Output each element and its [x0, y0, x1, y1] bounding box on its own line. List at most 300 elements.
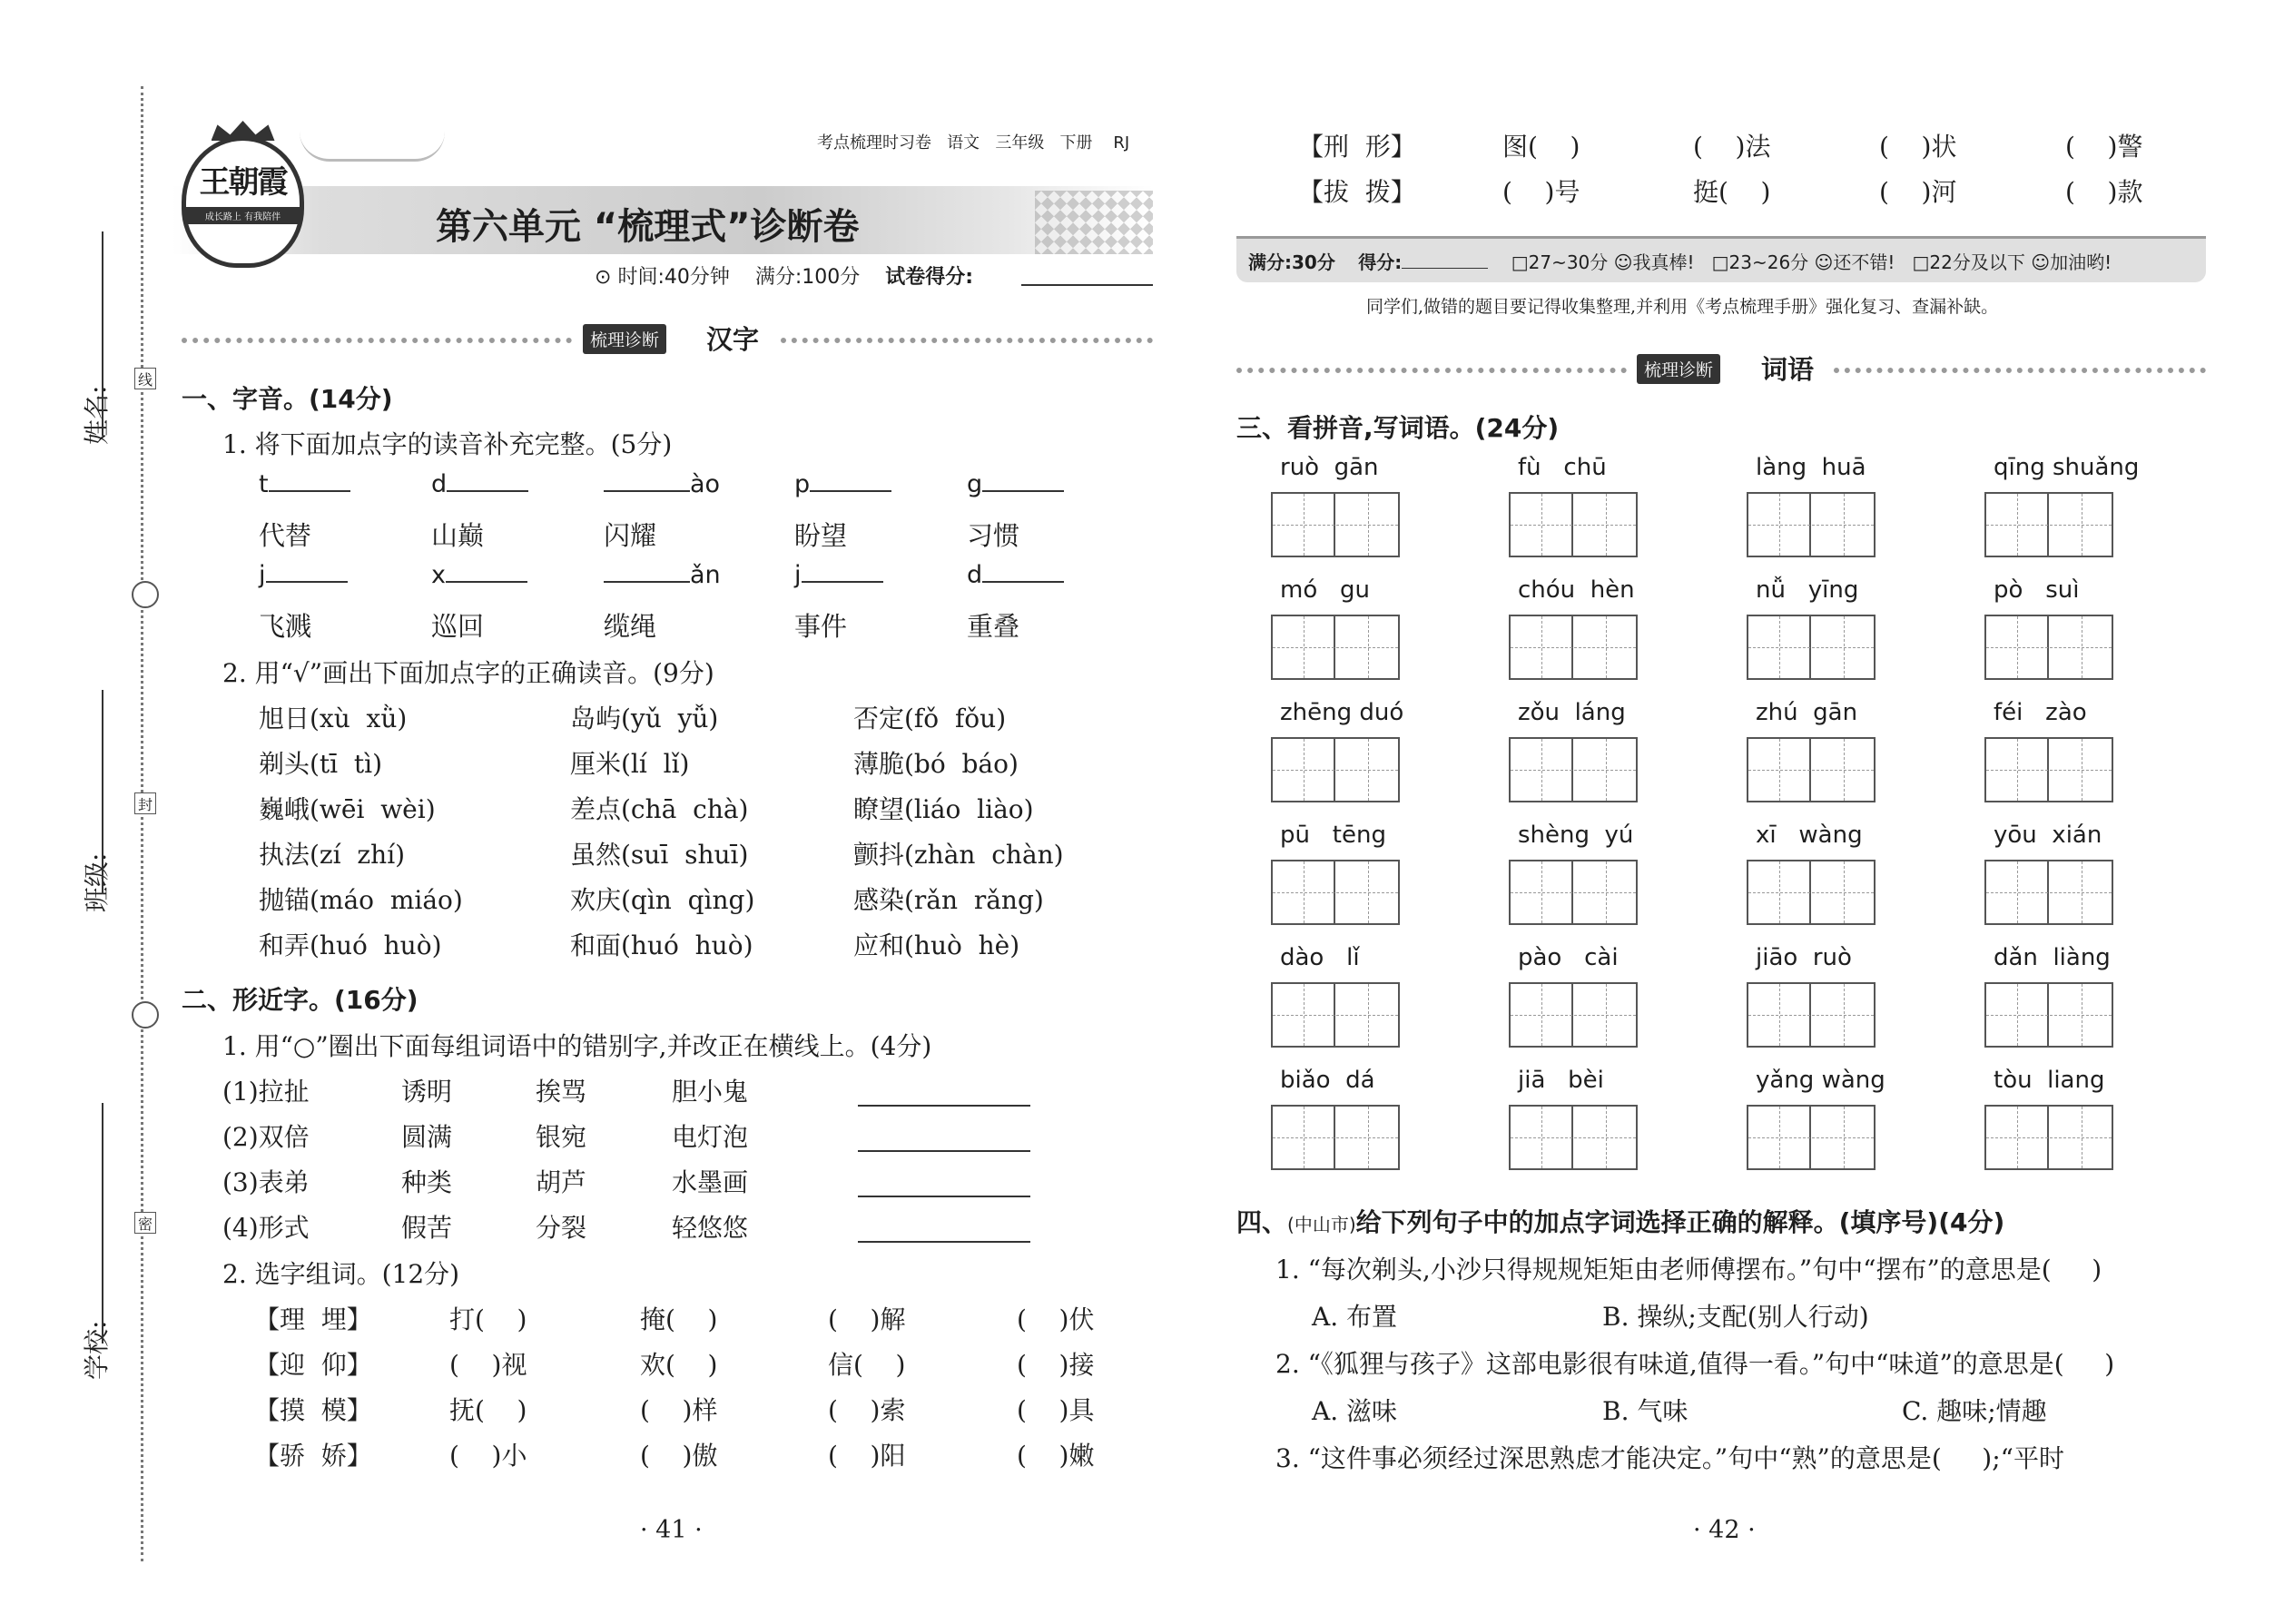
typo-word[interactable]: (2)双倍 — [222, 1122, 310, 1152]
writing-box[interactable] — [1984, 737, 2113, 802]
typo-grid — [222, 1072, 1176, 1263]
typo-word[interactable]: 圆满 — [401, 1122, 453, 1152]
pinyin-choice-item[interactable]: 颤抖(zhàn chàn) — [853, 840, 1064, 870]
pinyin-label: dǎn liàng — [1994, 944, 2111, 971]
writing-box-guide — [1748, 1015, 1874, 1016]
pinyin-choice-item[interactable]: 巍峨(wēi wèi) — [259, 794, 436, 824]
pinyin-line[interactable] — [259, 470, 350, 498]
writing-box-guide — [1273, 770, 1398, 771]
writing-box-guide — [1541, 1107, 1542, 1168]
pinyin-choice-item[interactable]: 否定(fǒ fǒu) — [853, 704, 1007, 733]
question-1-2-title: 2. 用“√”画出下面加点字的正确读音。(9分) — [222, 658, 714, 688]
writing-box-guide — [1368, 1107, 1369, 1168]
pinyin-initial: d — [967, 561, 983, 589]
pinyin-fill-row — [259, 470, 1148, 552]
pinyin-blank[interactable] — [810, 470, 891, 492]
question-2-2-title: 2. 选字组词。(12分) — [222, 1259, 460, 1289]
writing-box[interactable] — [1747, 1105, 1876, 1170]
word: 闪耀 — [604, 520, 657, 551]
writing-box[interactable] — [1747, 737, 1876, 802]
word-blank[interactable]: 掩( ) — [640, 1304, 718, 1334]
typo-word[interactable]: 电灯泡 — [672, 1122, 749, 1152]
pinyin-label: zhú gān — [1756, 699, 1858, 726]
pinyin-label: jiā bèi — [1518, 1067, 1604, 1094]
pinyin-choice-item[interactable]: 厘米(lí lǐ) — [570, 749, 690, 779]
word: 盼望 — [794, 520, 848, 551]
word-blank[interactable]: ( )伏 — [1017, 1304, 1095, 1334]
writing-box-guide — [1511, 892, 1636, 893]
edition: RJ — [1113, 133, 1130, 153]
writing-box-guide — [1986, 1015, 2112, 1016]
header-meta — [817, 130, 1129, 153]
school-label: 学校: — [82, 1320, 112, 1380]
series-name: 考点梳理时习卷 — [817, 133, 931, 153]
writing-box-guide — [1304, 984, 1305, 1046]
pinyin-label: qīng shuǎng — [1994, 454, 2140, 481]
writing-box-guide — [2017, 494, 2018, 556]
score-bar-got: 得分: — [1358, 251, 1403, 273]
exam-time: 时间:40分钟 — [617, 266, 730, 289]
pinyin-line[interactable] — [967, 470, 1064, 498]
binding-ornament — [132, 581, 159, 608]
section-tag: 梳理诊断 — [1637, 354, 1720, 384]
writing-box-guide — [1541, 494, 1542, 556]
pinyin-choice-item[interactable]: 和面(huó huò) — [570, 930, 753, 960]
rating-2-text: 还不错! — [1833, 251, 1895, 273]
pinyin-line[interactable] — [967, 561, 1064, 589]
writing-box[interactable] — [1747, 860, 1876, 925]
question-4-title — [1236, 1203, 2004, 1239]
rating-1[interactable]: □27~30分 — [1511, 251, 1609, 273]
pinyin-choice-grid — [259, 699, 1167, 989]
section-tag: 梳理诊断 — [583, 324, 666, 354]
question-2-1-title: 1. 用“○”圈出下面每组词语中的错别字,并改正在横线上。(4分) — [222, 1031, 932, 1061]
word-blank[interactable]: 打( ) — [449, 1304, 527, 1334]
pinyin-label: jiāo ruò — [1756, 944, 1852, 971]
writing-box[interactable] — [1271, 860, 1400, 925]
writing-box-guide — [1304, 616, 1305, 678]
volume: 下册 — [1059, 133, 1093, 153]
writing-box-guide — [1304, 861, 1305, 923]
pinyin-label: chóu hèn — [1518, 576, 1635, 604]
writing-box-guide — [1273, 525, 1398, 526]
word-blank[interactable]: 挺( ) — [1693, 177, 1771, 207]
header-checker — [1035, 191, 1153, 254]
brand-logo — [182, 136, 304, 268]
word-blank[interactable]: ( )法 — [1693, 132, 1771, 162]
writing-box-guide — [1304, 739, 1305, 801]
pinyin-label: yǎng wàng — [1756, 1067, 1885, 1094]
word-blank[interactable]: ( )视 — [449, 1350, 527, 1380]
pinyin-fill-item — [794, 470, 962, 552]
question-4-text: 给下列句子中的加点字词选择正确的解释。(填序号)(4分) — [1355, 1207, 2005, 1237]
writing-box-guide — [1304, 494, 1305, 556]
class-label: 班级: — [82, 852, 112, 912]
writing-box-guide — [1844, 861, 1845, 923]
word-blank[interactable]: ( )警 — [2065, 132, 2143, 162]
writing-box-guide — [1368, 494, 1369, 556]
section-divider — [781, 338, 1153, 343]
pinyin-label: zhēng duó — [1280, 699, 1404, 726]
pinyin-label: shèng yú — [1518, 822, 1634, 849]
writing-box-guide — [1541, 984, 1542, 1046]
writing-box-guide — [1511, 1137, 1636, 1138]
answer-line[interactable] — [858, 1241, 1030, 1243]
binding-mark-line: 线 — [134, 368, 156, 389]
writing-box-guide — [1844, 616, 1845, 678]
question-1-1-title: 1. 将下面加点字的读音补充完整。(5分) — [222, 429, 673, 459]
class-field[interactable] — [102, 690, 103, 894]
pinyin-label: pū tēng — [1280, 822, 1386, 849]
answer-option[interactable]: B. 气味 — [1602, 1396, 1689, 1426]
writing-box[interactable] — [1747, 615, 1876, 680]
pinyin-label: pò suì — [1994, 576, 2080, 604]
char-pair: 【刑 形】 — [1298, 132, 1416, 162]
binding-margin — [141, 86, 143, 1561]
pinyin-fill-item — [967, 561, 1135, 643]
writing-box-guide — [2017, 984, 2018, 1046]
pinyin-fill-item — [431, 561, 599, 643]
word-blank[interactable]: ( )索 — [828, 1395, 906, 1425]
writing-box[interactable] — [1271, 1105, 1400, 1170]
writing-box[interactable] — [1984, 615, 2113, 680]
pinyin-choice-item[interactable]: 薄脆(bó báo) — [853, 749, 1019, 779]
typo-word[interactable]: 分裂 — [536, 1213, 587, 1243]
char-pair: 【拔 拨】 — [1298, 177, 1416, 207]
pinyin-line[interactable] — [794, 561, 883, 589]
writing-box-guide — [1779, 494, 1780, 556]
pinyin-choice-item[interactable]: 感染(rǎn rǎng) — [853, 885, 1044, 915]
pinyin-label: dào lǐ — [1280, 944, 1360, 971]
writing-box-guide — [1368, 739, 1369, 801]
pinyin-choice-item[interactable]: 差点(chā chà) — [570, 794, 749, 824]
pinyin-line[interactable] — [431, 561, 527, 589]
pinyin-blank[interactable] — [982, 470, 1064, 492]
name-label: 姓名: — [82, 385, 112, 445]
writing-box-guide — [1304, 1107, 1305, 1168]
pinyin-fill-item — [794, 561, 962, 643]
word-blank[interactable]: ( )号 — [1502, 177, 1580, 207]
pinyin-choice-item[interactable]: 执法(zí zhí) — [259, 840, 406, 870]
question-4-city: (中山市) — [1287, 1214, 1356, 1235]
pinyin-label: zǒu láng — [1518, 699, 1626, 726]
answer-option[interactable]: A. 布置 — [1312, 1302, 1398, 1332]
pinyin-line[interactable] — [604, 470, 720, 498]
grade: 三年级 — [995, 133, 1045, 153]
writing-box-guide — [1541, 616, 1542, 678]
typo-word[interactable]: (4)形式 — [222, 1213, 310, 1243]
pinyin-label: yōu xián — [1994, 822, 2102, 849]
question-2-title: 二、形近字。(16分) — [182, 985, 418, 1015]
word: 事件 — [794, 611, 848, 642]
typo-word[interactable]: 胡芦 — [536, 1167, 587, 1197]
writing-box[interactable] — [1509, 982, 1638, 1048]
writing-box-guide — [1606, 984, 1607, 1046]
typo-word[interactable]: 挨骂 — [536, 1077, 587, 1107]
word-blank[interactable]: 信( ) — [828, 1350, 906, 1380]
writing-box-guide — [1606, 739, 1607, 801]
word-blank[interactable]: 欢( ) — [640, 1350, 718, 1380]
page-number-left: · 41 · — [640, 1516, 703, 1544]
question-4-sentence: 1. “每次剃头,小沙只得规规矩矩由老师傅摆布。”句中“摆布”的意思是( ) — [1275, 1255, 2102, 1284]
exam-score-field[interactable] — [1021, 284, 1153, 286]
pinyin-final: ào — [690, 470, 721, 498]
writing-box[interactable] — [1747, 492, 1876, 557]
word: 缆绳 — [604, 611, 657, 642]
word-blank[interactable]: ( )款 — [2065, 177, 2143, 207]
pinyin-initial: j — [259, 561, 266, 589]
pinyin-line[interactable] — [794, 470, 891, 498]
writing-box-guide — [1779, 984, 1780, 1046]
word-blank[interactable]: ( )傲 — [640, 1441, 718, 1471]
writing-box-guide — [1511, 1015, 1636, 1016]
question-4-sentence: 3. “这件事必须经过深思熟虑才能决定。”句中“熟”的意思是( );“平时 — [1275, 1443, 2064, 1473]
question-4-sentence: 2. “《狐狸与孩子》这部电影很有味道,值得一看。”句中“味道”的意思是( ) — [1275, 1349, 2115, 1379]
writing-box-guide — [1779, 861, 1780, 923]
clock-icon: ⊙ — [595, 266, 612, 289]
question-4-items — [1275, 1250, 2210, 1486]
pinyin-choice-item[interactable]: 抛锚(máo miáo) — [259, 885, 463, 915]
answer-option[interactable]: B. 操纵;支配(别人行动) — [1602, 1302, 1869, 1332]
writing-box-guide — [1273, 892, 1398, 893]
review-note: 同学们,做错的题目要记得收集整理,并利用《考点梳理手册》强化复习、查漏补缺。 — [1366, 297, 1999, 317]
score-bar-full: 满分:30分 — [1248, 251, 1335, 273]
pinyin-writing-grid — [1271, 454, 2206, 1189]
smile-icon: ☺ — [1613, 251, 1633, 273]
word-blank[interactable]: ( )嫩 — [1017, 1441, 1095, 1471]
answer-option[interactable]: A. 滋味 — [1312, 1396, 1398, 1426]
section-divider — [1236, 368, 1627, 373]
writing-box-guide — [1779, 1107, 1780, 1168]
pinyin-fill-item — [604, 561, 772, 643]
writing-box-guide — [1986, 770, 2112, 771]
word-choice-grid — [254, 1300, 1162, 1491]
writing-box-guide — [1779, 616, 1780, 678]
writing-box-guide — [1986, 892, 2112, 893]
writing-box[interactable] — [1747, 982, 1876, 1048]
writing-box-guide — [1986, 525, 2112, 526]
pinyin-choice-item[interactable]: 瞭望(liáo liào) — [853, 794, 1034, 824]
pinyin-label: nǚ yīng — [1756, 576, 1859, 604]
word-blank[interactable]: ( )样 — [640, 1395, 718, 1425]
typo-word[interactable]: 假苦 — [401, 1213, 453, 1243]
rating-3-text: 加油哟! — [2050, 251, 2112, 273]
typo-word[interactable]: 水墨画 — [672, 1167, 749, 1197]
pinyin-blank[interactable] — [982, 561, 1064, 583]
brand-logo-crown-icon — [212, 121, 275, 141]
rating-1-text: 我真棒! — [1632, 251, 1695, 273]
pinyin-choice-item[interactable]: 和弄(huó huò) — [259, 930, 442, 960]
word: 山巅 — [431, 520, 485, 551]
name-field[interactable] — [102, 231, 103, 436]
pinyin-choice-item[interactable]: 虽然(suī shuī) — [570, 840, 749, 870]
writing-box-guide — [1541, 861, 1542, 923]
pinyin-line[interactable] — [431, 470, 528, 498]
word: 代替 — [259, 520, 312, 551]
writing-box-guide — [1368, 616, 1369, 678]
writing-box-guide — [1541, 739, 1542, 801]
writing-box[interactable] — [1271, 982, 1400, 1048]
pinyin-label: féi zào — [1994, 699, 2087, 726]
pinyin-label: tòu liang — [1994, 1067, 2105, 1094]
brand-slogan: 成长路上 有我陪伴 — [186, 207, 300, 224]
question-3-title: 三、看拼音,写词语。(24分) — [1236, 413, 1560, 443]
writing-box[interactable] — [1271, 737, 1400, 802]
page-number-right: · 42 · — [1693, 1516, 1756, 1544]
pinyin-label: mó gu — [1280, 576, 1371, 604]
word-blank[interactable]: 图( ) — [1502, 132, 1580, 162]
writing-box[interactable] — [1984, 492, 2113, 557]
writing-box[interactable] — [1984, 860, 2113, 925]
pinyin-fill-item — [259, 470, 427, 552]
word-blank[interactable]: ( )具 — [1017, 1395, 1095, 1425]
writing-box-guide — [1368, 984, 1369, 1046]
writing-box-guide — [2017, 616, 2018, 678]
pinyin-label: làng huā — [1756, 454, 1866, 481]
pinyin-choice-item[interactable]: 应和(huò hè) — [853, 930, 1020, 960]
exam-score-label: 试卷得分: — [885, 266, 974, 289]
pinyin-fill-item — [967, 470, 1135, 552]
writing-box-guide — [1779, 739, 1780, 801]
word-blank[interactable]: ( )状 — [1879, 132, 1957, 162]
pinyin-line[interactable] — [259, 561, 348, 589]
word-blank[interactable]: ( )阳 — [828, 1441, 906, 1471]
rating-2[interactable]: □23~26分 — [1711, 251, 1809, 273]
writing-box[interactable] — [1509, 737, 1638, 802]
smile-icon: ☺ — [2031, 251, 2051, 273]
pinyin-initial: d — [431, 470, 448, 498]
pinyin-label: xī wàng — [1756, 822, 1863, 849]
answer-line[interactable] — [858, 1105, 1030, 1107]
pinyin-initial: p — [794, 470, 811, 498]
typo-word[interactable]: 银宛 — [536, 1122, 587, 1152]
answer-line[interactable] — [858, 1196, 1030, 1197]
writing-box[interactable] — [1509, 1105, 1638, 1170]
exam-full-score: 满分:100分 — [754, 266, 861, 289]
writing-box-guide — [1748, 1137, 1874, 1138]
score-got-field[interactable] — [1402, 268, 1488, 269]
pinyin-fill-item — [604, 470, 772, 552]
pinyin-initial: j — [794, 561, 802, 589]
word-blank[interactable]: ( )解 — [828, 1304, 906, 1334]
writing-box-guide — [1844, 739, 1845, 801]
pinyin-final: ǎn — [690, 561, 721, 589]
answer-option[interactable]: C. 趣味;情趣 — [1902, 1396, 2047, 1426]
writing-box[interactable] — [1271, 615, 1400, 680]
section-divider — [1834, 368, 2206, 373]
writing-box-guide — [1273, 1137, 1398, 1138]
writing-box-guide — [1844, 494, 1845, 556]
writing-box-guide — [1844, 1107, 1845, 1168]
writing-box-guide — [1606, 616, 1607, 678]
binding-ornament — [132, 1001, 159, 1029]
writing-box[interactable] — [1509, 615, 1638, 680]
writing-box[interactable] — [1271, 492, 1400, 557]
writing-box[interactable] — [1984, 982, 2113, 1048]
pinyin-initial: x — [431, 561, 446, 589]
writing-box-guide — [2017, 861, 2018, 923]
writing-box-guide — [1511, 525, 1636, 526]
pinyin-fill-item — [259, 561, 427, 643]
binding-mark-seal: 封 — [134, 792, 156, 814]
ribbon-decoration — [300, 132, 445, 162]
writing-box-guide — [1606, 1107, 1607, 1168]
word: 飞溅 — [259, 611, 312, 642]
word-blank[interactable]: ( )河 — [1879, 177, 1957, 207]
writing-box-guide — [1748, 770, 1874, 771]
pinyin-label: ruò gān — [1280, 454, 1379, 481]
typo-word[interactable]: 胆小鬼 — [672, 1077, 749, 1107]
brand-logo-text: 王朝霞 — [199, 164, 287, 201]
typo-word[interactable]: 种类 — [401, 1167, 453, 1197]
pinyin-blank[interactable] — [269, 470, 350, 492]
pinyin-blank[interactable] — [802, 561, 883, 583]
word-blank[interactable]: 抚( ) — [449, 1395, 527, 1425]
rating-3[interactable]: □22分及以下 — [1912, 251, 2025, 273]
subject: 语文 — [947, 133, 980, 153]
word: 巡回 — [431, 611, 485, 642]
writing-box[interactable] — [1509, 860, 1638, 925]
smile-icon: ☺ — [1814, 251, 1834, 273]
typo-word[interactable]: 轻悠悠 — [672, 1213, 749, 1243]
typo-word[interactable]: 诱明 — [401, 1077, 453, 1107]
pinyin-line[interactable] — [604, 561, 721, 589]
pinyin-blank[interactable] — [604, 561, 690, 583]
writing-box-guide — [1511, 770, 1636, 771]
writing-box-guide — [1606, 494, 1607, 556]
writing-box-guide — [1511, 647, 1636, 648]
writing-box-guide — [1748, 525, 1874, 526]
writing-box-guide — [1606, 861, 1607, 923]
word-choice-grid-continued — [1298, 127, 2206, 227]
pinyin-choice-item[interactable]: 剃头(tī tì) — [259, 749, 383, 779]
word: 习惯 — [967, 520, 1020, 551]
pinyin-label: biǎo dá — [1280, 1067, 1375, 1094]
writing-box[interactable] — [1509, 492, 1638, 557]
word-blank[interactable]: ( )小 — [449, 1441, 527, 1471]
typo-word[interactable]: (1)拉扯 — [222, 1077, 310, 1107]
school-field[interactable] — [102, 1103, 103, 1343]
pinyin-fill-item — [431, 470, 599, 552]
pinyin-choice-item[interactable]: 欢庆(qìn qìng) — [570, 885, 755, 915]
writing-box-guide — [1844, 984, 1845, 1046]
char-pair: 【理 埋】 — [254, 1304, 372, 1334]
section-divider — [182, 338, 572, 343]
char-pair: 【骄 娇】 — [254, 1441, 372, 1471]
pinyin-initial: t — [259, 470, 269, 498]
pinyin-blank[interactable] — [604, 470, 690, 492]
pinyin-blank[interactable] — [447, 470, 528, 492]
answer-line[interactable] — [858, 1150, 1030, 1152]
exam-info — [595, 261, 973, 290]
char-pair: 【迎 仰】 — [254, 1350, 372, 1380]
section-title: 汉字 — [706, 324, 760, 355]
writing-box-guide — [1986, 1137, 2112, 1138]
writing-box-guide — [1273, 1015, 1398, 1016]
question-1-title: 一、字音。(14分) — [182, 384, 393, 414]
writing-box-guide — [1273, 647, 1398, 648]
pinyin-choice-item[interactable]: 旭日(xù xǜ) — [259, 704, 408, 733]
word-blank[interactable]: ( )接 — [1017, 1350, 1095, 1380]
pinyin-blank[interactable] — [446, 561, 527, 583]
pinyin-blank[interactable] — [266, 561, 348, 583]
writing-box-guide — [1368, 861, 1369, 923]
writing-box[interactable] — [1984, 1105, 2113, 1170]
writing-box-guide — [1986, 647, 2112, 648]
pinyin-choice-item[interactable]: 岛屿(yǔ yǚ) — [570, 704, 719, 733]
typo-word[interactable]: (3)表弟 — [222, 1167, 310, 1197]
question-4-prefix: 四、 — [1236, 1207, 1288, 1237]
